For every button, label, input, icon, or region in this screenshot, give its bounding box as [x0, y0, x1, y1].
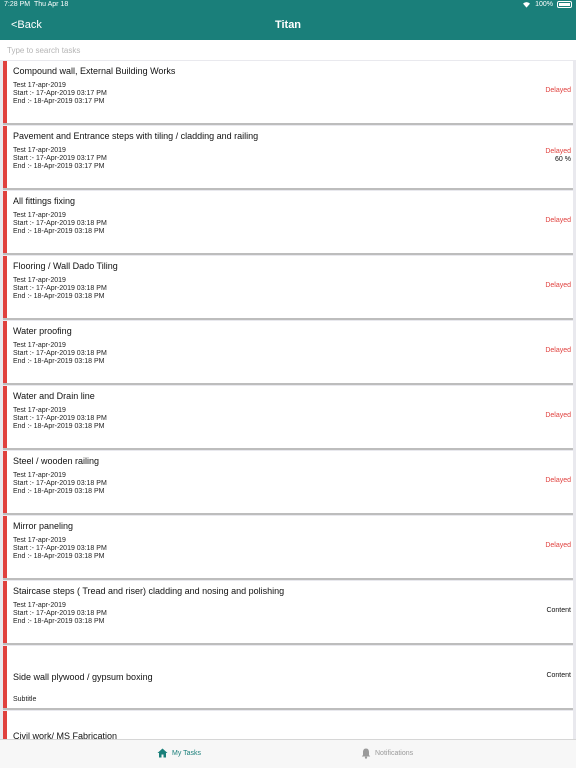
task-title: Mirror paneling	[13, 521, 74, 531]
status-time-date	[4, 1, 68, 8]
task-details	[13, 472, 107, 497]
home-icon	[157, 748, 168, 758]
task-test: Test 17-apr-2019	[13, 472, 66, 479]
task-end: End :- 18-Apr-2019 03:18 PM	[13, 228, 105, 236]
task-card[interactable]	[3, 581, 573, 643]
status-time: 7:28 PM	[4, 1, 31, 8]
task-end: End :- 18-Apr-2019 03:18 PM	[13, 293, 105, 301]
tab-notifications[interactable]	[361, 748, 413, 759]
task-end: End :- 18-Apr-2019 03:18 PM	[13, 488, 105, 496]
task-list[interactable]	[0, 61, 576, 739]
search-input[interactable]	[3, 42, 573, 58]
task-details	[13, 602, 107, 627]
task-title: All fittings fixing	[13, 196, 76, 206]
task-title: Water and Drain line	[13, 391, 95, 401]
task-title: Water proofing	[13, 326, 72, 336]
task-start: Start :- 17-Apr-2019 03:18 PM	[13, 545, 107, 553]
status-badge: Delayed	[545, 412, 571, 419]
task-details	[13, 82, 107, 107]
task-end: End :- 18-Apr-2019 03:18 PM	[13, 423, 105, 431]
wifi-icon	[522, 1, 531, 8]
task-card[interactable]	[3, 61, 573, 123]
task-card[interactable]	[3, 646, 573, 708]
status-badge: Delayed	[545, 87, 571, 94]
task-details	[13, 277, 107, 302]
task-start: Start :- 17-Apr-2019 03:18 PM	[13, 220, 107, 228]
status-right	[522, 1, 572, 8]
task-title: Compound wall, External Building Works	[13, 66, 176, 76]
task-card[interactable]	[3, 516, 573, 578]
task-title: Civil work/ MS Fabrication	[13, 731, 118, 739]
task-start: Start :- 17-Apr-2019 03:18 PM	[13, 285, 107, 293]
bell-icon	[361, 748, 371, 759]
task-card[interactable]	[3, 386, 573, 448]
status-badge: Delayed	[545, 347, 571, 354]
task-start: Start :- 17-Apr-2019 03:18 PM	[13, 350, 107, 358]
task-card[interactable]	[3, 256, 573, 318]
task-end: End :- 18-Apr-2019 03:18 PM	[13, 553, 105, 561]
task-card[interactable]	[3, 451, 573, 513]
task-start: Start :- 17-Apr-2019 03:18 PM	[13, 415, 107, 423]
task-end: End :- 18-Apr-2019 03:18 PM	[13, 358, 105, 366]
task-end: End :- 18-Apr-2019 03:17 PM	[13, 163, 105, 171]
task-test: Test 17-apr-2019	[13, 602, 66, 609]
task-start: Start :- 17-Apr-2019 03:17 PM	[13, 155, 107, 163]
task-title: Steel / wooden railing	[13, 456, 100, 466]
status-badge: Delayed	[545, 282, 571, 289]
status-badge: Delayed	[545, 477, 571, 484]
task-details	[13, 407, 107, 432]
task-details	[13, 212, 107, 237]
status-badge: Content	[546, 672, 571, 679]
tab-notifications-label: Notifications	[375, 750, 414, 757]
task-start: Start :- 17-Apr-2019 03:17 PM	[13, 90, 107, 98]
task-test: Test 17-apr-2019	[13, 82, 66, 89]
task-test: Test 17-apr-2019	[13, 407, 66, 414]
status-badge: Delayed	[545, 542, 571, 549]
progress-percent: 60 %	[555, 156, 571, 163]
task-card[interactable]	[3, 711, 573, 739]
task-title: Staircase steps ( Tread and riser) cladding and nosing and polishing	[13, 586, 285, 596]
task-card[interactable]	[3, 126, 573, 188]
tab-bar	[0, 739, 576, 768]
task-test: Test 17-apr-2019	[13, 212, 66, 219]
task-card[interactable]	[3, 321, 573, 383]
status-date: Thu Apr 18	[33, 1, 69, 8]
task-details	[13, 537, 107, 562]
page-title: Titan	[274, 19, 302, 31]
task-test: Test 17-apr-2019	[13, 147, 66, 154]
task-start: Start :- 17-Apr-2019 03:18 PM	[13, 480, 107, 488]
battery-icon	[557, 1, 572, 8]
task-end: End :- 18-Apr-2019 03:17 PM	[13, 98, 105, 106]
task-test: Test 17-apr-2019	[13, 342, 66, 349]
task-test: Test 17-apr-2019	[13, 537, 66, 544]
task-card[interactable]	[3, 191, 573, 253]
tab-my-tasks[interactable]	[157, 748, 201, 758]
search-bar	[0, 40, 576, 60]
status-badge: Delayed	[545, 217, 571, 224]
task-title: Side wall plywood / gypsum boxing	[13, 672, 153, 682]
task-start: Start :- 17-Apr-2019 03:18 PM	[13, 610, 107, 618]
task-title: Pavement and Entrance steps with tiling / cladding and railing	[13, 131, 259, 141]
task-details	[13, 147, 107, 172]
status-label: Delayed	[545, 148, 571, 155]
status-badge	[545, 148, 571, 164]
status-badge: Content	[546, 607, 571, 614]
task-end: End :- 18-Apr-2019 03:18 PM	[13, 618, 105, 626]
battery-percent: 100%	[535, 1, 553, 8]
back-button[interactable]: <Back	[11, 19, 42, 31]
status-bar	[0, 0, 576, 11]
tab-my-tasks-label: My Tasks	[172, 749, 202, 757]
task-details	[13, 342, 107, 367]
task-test: Test 17-apr-2019	[13, 277, 66, 284]
task-title: Flooring / Wall Dado Tiling	[13, 261, 118, 271]
nav-bar	[0, 11, 576, 40]
task-subtitle: Subtitle	[13, 696, 37, 703]
